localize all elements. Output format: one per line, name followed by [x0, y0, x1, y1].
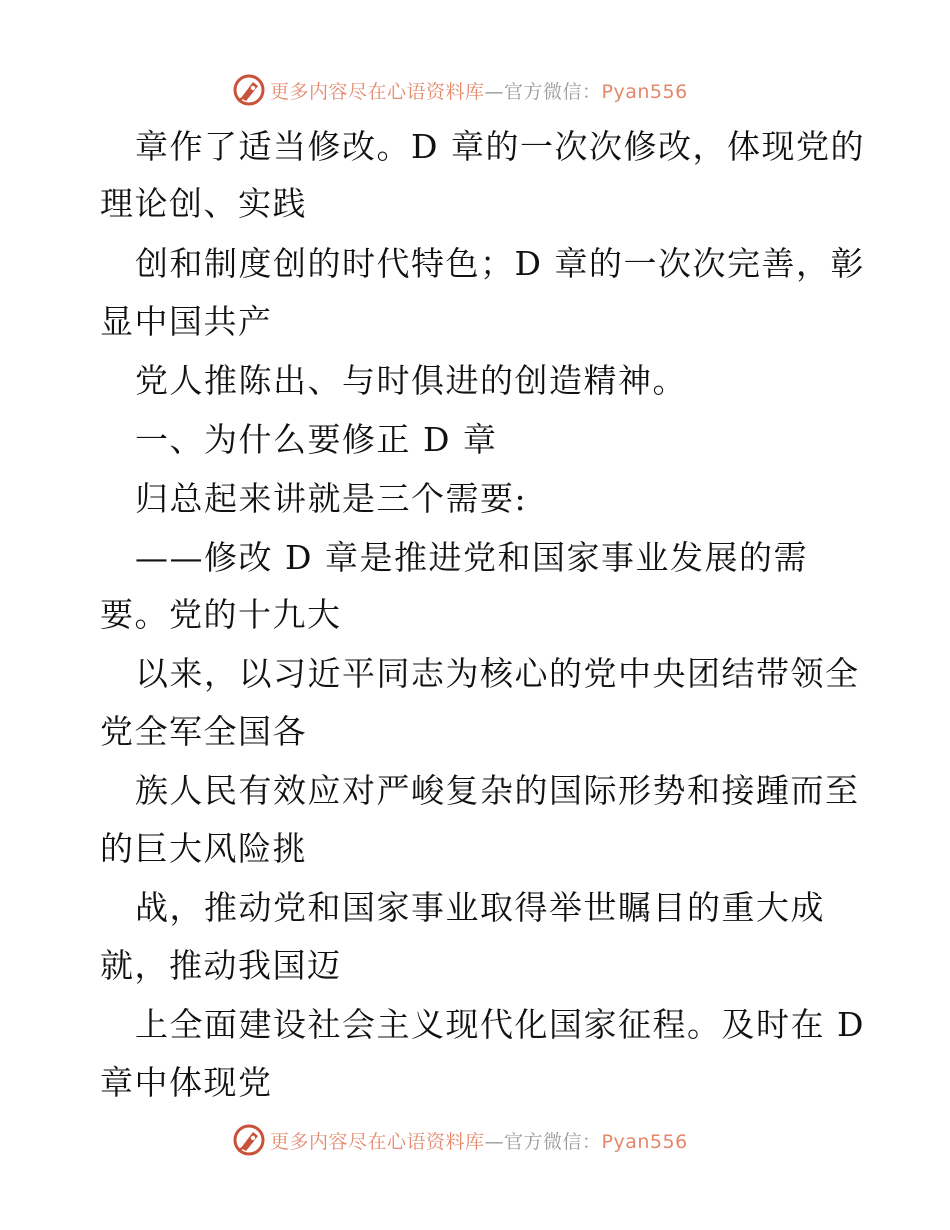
text-line: 章中体现党 [100, 1063, 273, 1102]
text-line: 党人推陈出、与时俱进的创造精神。 [135, 361, 687, 400]
watermark-main-text: 更多内容尽在心语资料库 [270, 80, 485, 103]
text-line: 以来，以习近平同志为核心的党中央团结带领全 [135, 654, 860, 693]
text-line: 战，推动党和国家事业取得举世瞩目的重大成 [135, 888, 825, 927]
footer-watermark [232, 1122, 688, 1158]
header-watermark [232, 72, 688, 108]
watermark-main-text: 更多内容尽在心语资料库 [270, 1130, 485, 1153]
text-line: 显中国共产 [100, 302, 273, 341]
watermark-id-text: Pyan556 [601, 1130, 688, 1153]
text-line: 上全面建设社会主义现代化国家征程。及时在 D [135, 1005, 865, 1044]
text-line: 的巨大风险挑 [100, 829, 307, 868]
text-line: 章作了适当修改。D 章的一次次修改，体现党的 [135, 127, 865, 166]
text-line: ——修改 D 章是推进党和国家事业发展的需 [135, 538, 808, 577]
section-heading: 一、为什么要修正 D 章 [135, 420, 498, 459]
text-line: 要。党的十九大 [100, 595, 342, 634]
watermark-separator-text: —官方微信： [484, 1130, 602, 1153]
text-line: 党全军全国各 [100, 712, 307, 751]
watermark-separator-text: —官方微信： [484, 80, 602, 103]
pen-nib-logo-icon [232, 73, 266, 107]
text-line: 理论创、实践 [100, 184, 307, 223]
text-line: 就，推动我国迈 [100, 946, 342, 985]
watermark-id-text: Pyan556 [601, 80, 688, 103]
text-line: 归总起来讲就是三个需要: [135, 479, 528, 518]
text-line: 创和制度创的时代特色；D 章的一次次完善，彰 [135, 244, 865, 283]
text-line: 族人民有效应对严峻复杂的国际形势和接踵而至 [135, 771, 860, 810]
pen-nib-logo-icon [232, 1123, 266, 1157]
